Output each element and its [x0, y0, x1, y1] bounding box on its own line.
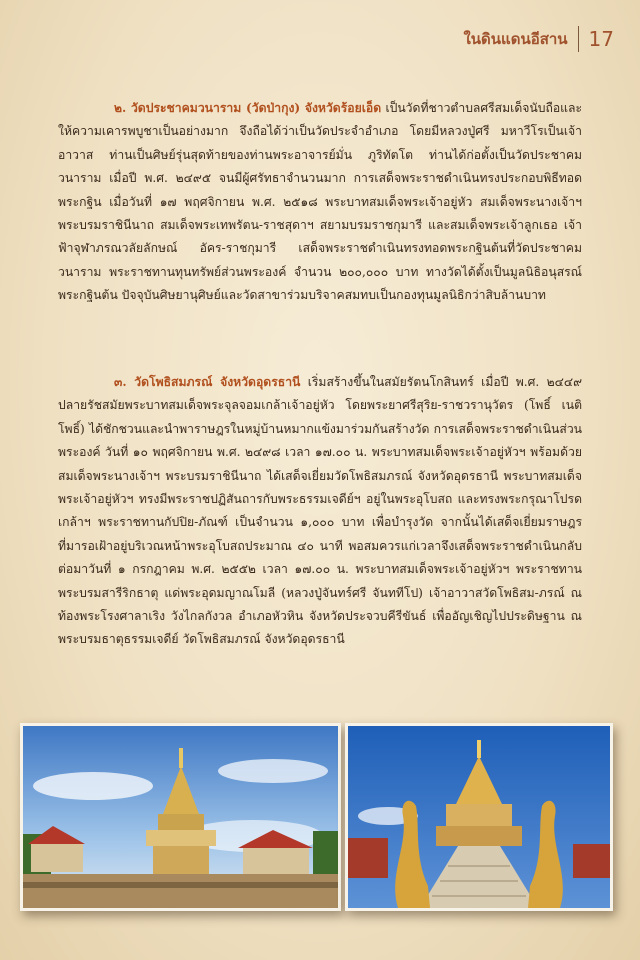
section-paragraph: [58, 371, 582, 652]
section-body: เริ่มสร้างขึ้นในสมัยรัตนโกสินทร์ เมื่อปี พ.ศ. ๒๔๔๙ ปลายรัชสมัยพระบาทสมเด็จพระจุลจอมเกล้าเจ้าอยู่หัว โดยพระยาศรีสุริย-ราชวรานุวัตร (โพธิ์ เนติโพธิ์) ได้ชักชวนและนำพาราษฎรในหมู่บ้านหมากแข้งมาร่วมกันสร้างวัด การเสด็จพระราชดำเนินส่วนพระองค์ วันที่ ๑๐ พฤศจิกายน พ.ศ. ๒๔๙๘ เวลา ๑๗.๐๐ น. พระบาทสมเด็จพระเจ้าอยู่หัวฯ พร้อมด้วยสมเด็จพระนางเจ้าฯ พระบรมราชินีนาถ ได้เสด็จเยี่ยมวัดโพธิสมภรณ์ จังหวัดอุดรธานี พระบาทสมเด็จพระเจ้าอยู่หัวฯ ทรงมีพระราชปฏิสันถารกับพระธรรมเจดีย์ฯ อยู่ในพระอุโบสถ และทรงพระกรุณาโปรดเกล้าฯ พระราชทานกัปปิย-ภัณฑ์ เป็นจำนวน ๑,๐๐๐ บาท เพื่อบำรุงวัด จากนั้นได้เสด็จเยี่ยมราษฎรที่มารอเฝ้าอยู่บริเวณหน้าพระอุโบสถประมาณ ๔๐ นาที พอสมควรแก่เวลาจึงเสด็จพระราชดำเนินกลับ ต่อมาวันที่ ๑ กรกฎาคม พ.ศ. ๒๕๕๒ เวลา ๑๗.๐๐ น. พระบาทสมเด็จพระเจ้าอยู่หัวฯ พระราชทานพระบรมสารีริกธาตุ แด่พระอุดมญาณโมลี (หลวงปู่จันทร์ศรี จันททีโป) เจ้าอาวาสวัดโพธิสม-ภรณ์ ณ ท้องพระโรงศาลาเริง วังไกลกังวล อำเภอหัวหิน จังหวัดประจวบคีรีขันธ์ เพื่ออัญเชิญไปประดิษฐาน ณ พระบรมธาตุธรรมเจดีย์ วัดโพธิสมภรณ์ จังหวัดอุดรธานี: [58, 375, 582, 647]
section-wat-prachakhom: [58, 97, 582, 308]
temple-photo-right: [345, 723, 613, 911]
page-number: 17: [588, 27, 614, 51]
header-divider: [578, 26, 579, 52]
section-paragraph: [58, 97, 582, 308]
temple-photo-left: [20, 723, 341, 911]
header-title: ในดินแดนอีสาน: [463, 30, 568, 48]
pagoda-illustration: [23, 726, 338, 908]
section-heading: ๒. วัดประชาคมวนาราม (วัดป่ากุง) จังหวัดร้อยเอ็ด: [114, 101, 382, 115]
section-body: เป็นวัดที่ชาวตำบลศรีสมเด็จนับถือและให้ความเคารพบูชาเป็นอย่างมาก จึงถือได้ว่าเป็นวัดประจำอำเภอ โดยมีหลวงปู่ศรี มหาวีโรเป็นเจ้าอาวาส ท่านเป็นศิษย์รุ่นสุดท้ายของท่านพระอาจารย์มั่น ภูริทัตโต ท่านได้ก่อตั้งเป็นวัดประชาคมวนาราม เมื่อปี พ.ศ. ๒๔๙๕ จนมีผู้ศรัทธาจำนวนมาก การเสด็จพระราชดำเนินทรงประกอบพิธีทอดพระกฐิน เมื่อวันที่ ๑๗ พฤศจิกายน พ.ศ. ๒๕๑๘ พระบาทสมเด็จพระเจ้าอยู่หัว สมเด็จพระนางเจ้าฯ พระบรมราชินีนาถ สมเด็จพระเทพรัตน-ราชสุดาฯ สยามบรมราชกุมารี และสมเด็จพระเจ้าลูกเธอ เจ้าฟ้าจุฬาภรณวลัยลักษณ์ อัคร-ราชกุมารี เสด็จพระราชดำเนินทรงทอดพระกฐินต้นที่วัดประชาคมวนาราม พระราชทานทุนทรัพย์ส่วนพระองค์ จำนวน ๒๐๐,๐๐๐ บาท ทางวัดได้ตั้งเป็นมูลนิธิอนุสรณ์พระกฐินต้น ปัจจุบันศิษยานุศิษย์และวัดสาขาร่วมบริจาคสมทบเป็นกองทุนมูลนิธิกว่าสิบล้านบาท: [58, 101, 583, 303]
section-heading: ๓. วัดโพธิสมภรณ์ จังหวัดอุดรธานี: [114, 375, 301, 389]
section-wat-phothisomphon: [58, 371, 582, 652]
pagoda-naga-illustration: [348, 726, 610, 908]
page-header: [463, 26, 614, 52]
